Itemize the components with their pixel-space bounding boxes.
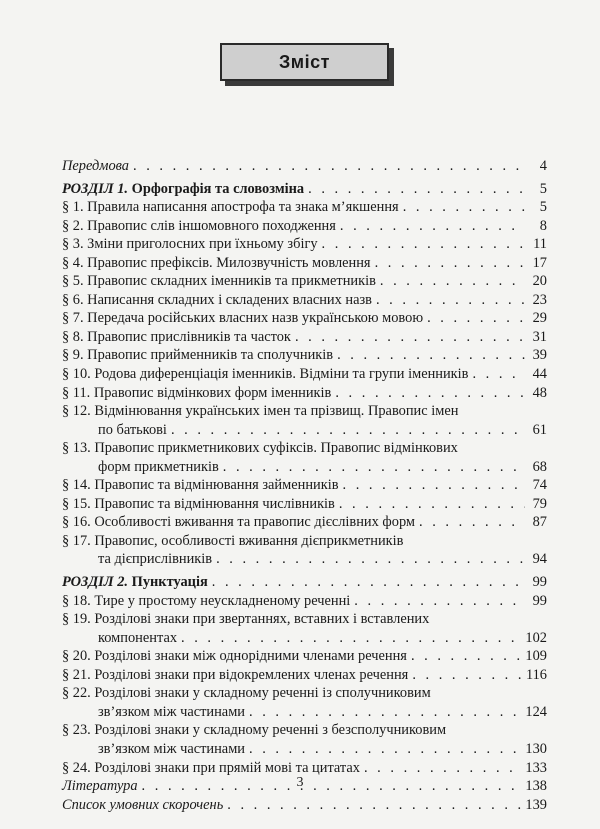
toc-entry (62, 346, 547, 365)
toc-entry (62, 666, 547, 685)
toc-page-number: 133 (525, 759, 547, 776)
toc-page-number: 61 (532, 421, 547, 438)
toc-entry-line: зв’язком між частинами (98, 740, 246, 757)
toc-row (62, 550, 547, 569)
toc-page-number: 31 (532, 328, 547, 345)
dot-leader (133, 157, 525, 176)
toc-entry-line: § 10. Родова диференціація іменників. Відміни та групи іменників (62, 366, 469, 383)
toc-row (62, 328, 547, 347)
toc-page-number: 109 (525, 648, 547, 665)
toc-entry (62, 513, 547, 532)
toc-entry-line: § 20. Розділові знаки між однорідними членами речення (62, 648, 407, 665)
toc-page-number: 130 (525, 740, 547, 757)
toc-entry-line: § 21. Розділові знаки при відокремлених членах речення (62, 666, 409, 683)
toc-row (62, 666, 547, 685)
toc-page-number: 99 (532, 592, 547, 609)
toc-entry (62, 217, 547, 236)
dot-leader (335, 384, 525, 403)
toc-section-heading (62, 180, 304, 199)
toc-entry-title: Список умовних скорочень (62, 796, 224, 813)
dot-leader (223, 458, 525, 477)
dot-leader (340, 217, 525, 236)
toc-entry (62, 476, 547, 495)
dot-leader (403, 198, 525, 217)
toc-entry-title: Передмова (62, 158, 130, 174)
toc-entry (62, 402, 547, 439)
toc-entry-line: § 15. Правопис та відмінювання числівників (62, 495, 335, 512)
toc-entry-line: § 17. Правопис, особливості вживання дієприкметників (62, 532, 404, 549)
toc-row (62, 384, 547, 403)
toc-entry-line: § 6. Написання складних і складених власних назв (62, 291, 372, 308)
toc-row (62, 476, 547, 495)
toc-entry (62, 647, 547, 666)
toc-row (62, 180, 547, 199)
toc-page-number: 68 (532, 458, 547, 475)
toc-entry-line: § 12. Відмінювання українських імен та прізвищ. Правопис імен (62, 403, 459, 420)
toc-entry (62, 384, 547, 403)
dot-leader (295, 328, 525, 347)
toc-section-heading (62, 573, 208, 592)
toc-page-number: 5 (539, 180, 547, 197)
toc-entry-line: § 16. Особливості вживання та правопис дієслівних форм (62, 514, 416, 531)
toc-page-number: 99 (532, 574, 547, 591)
dot-leader (337, 346, 525, 365)
section-title: Орфографія та словозміна (131, 180, 305, 197)
toc-page-number: 17 (532, 254, 547, 271)
toc-entry-line: § 9. Правопис прийменників та сполучників (62, 347, 334, 364)
toc-page-number: 124 (525, 703, 547, 720)
contents-heading: Зміст (220, 43, 389, 81)
dot-leader (339, 495, 525, 514)
dot-leader (375, 254, 525, 273)
toc-entry-line: та дієприслівників (98, 551, 213, 568)
toc-entry (62, 272, 547, 291)
dot-leader (212, 573, 525, 592)
toc-entry-line: § 1. Правила написання апострофа та знака м’якшення (62, 199, 399, 216)
toc-page-number: 116 (525, 666, 547, 683)
toc-entry (62, 254, 547, 273)
toc-entry-line: зв’язком між частинами (98, 703, 246, 720)
toc-section (62, 573, 547, 592)
toc-row (62, 157, 547, 176)
toc-entry (62, 157, 547, 176)
toc-entry (62, 235, 547, 254)
toc-row (62, 217, 547, 236)
toc-entry (62, 495, 547, 514)
toc-page-number: 102 (525, 629, 547, 646)
toc-row (62, 198, 547, 217)
toc-row (62, 495, 547, 514)
toc-entry-line: § 22. Розділові знаки у складному реченні із сполучниковим (62, 685, 431, 702)
toc-row (62, 421, 547, 440)
toc-entry-line: § 7. Передача російських власних назв українською мовою (62, 310, 424, 327)
dot-leader (472, 365, 525, 384)
toc-row (62, 796, 547, 815)
toc-entry (62, 684, 547, 721)
toc-entry (62, 309, 547, 328)
toc-entry-line: § 3. Зміни приголосних при їхньому збігу (62, 236, 318, 253)
toc-entry-line: § 14. Правопис та відмінювання займенників (62, 477, 339, 494)
toc-row (62, 629, 547, 648)
toc-entry-line: компонентах (98, 629, 178, 646)
dot-leader (412, 666, 522, 685)
toc-entry (62, 721, 547, 758)
toc-entry-line: § 23. Розділові знаки у складному реченні з безсполучниковим (62, 722, 447, 739)
dot-leader (249, 740, 521, 759)
dot-leader (380, 272, 525, 291)
toc-entry-line: § 13. Правопис прикметникових суфіксів. Правопис відмінкових (62, 440, 458, 457)
toc-entry (62, 532, 547, 569)
toc-row (62, 291, 547, 310)
toc-row (62, 647, 547, 666)
table-of-contents (62, 157, 547, 814)
toc-row (62, 346, 547, 365)
dot-leader (227, 796, 521, 815)
toc-entry (62, 610, 547, 647)
toc-row (62, 272, 547, 291)
dot-leader (411, 647, 521, 666)
dot-leader (308, 180, 525, 199)
toc-page-number: 138 (525, 778, 547, 795)
section-title: Пунктуація (131, 574, 208, 591)
toc-entry-line: § 2. Правопис слів іншомовного походження (62, 217, 336, 234)
toc-row (62, 235, 547, 254)
toc-page-number: 94 (532, 551, 547, 568)
toc-entry (62, 439, 547, 476)
toc-row (62, 592, 547, 611)
toc-entry (62, 291, 547, 310)
section-label: РОЗДІЛ 1. (62, 180, 129, 197)
toc-entry-line: § 18. Тире у простому неускладненому реченні (62, 592, 351, 609)
toc-page-number: 139 (525, 796, 547, 813)
section-label: РОЗДІЛ 2. (62, 574, 129, 591)
toc-entry-line: по батькові (98, 421, 167, 438)
toc-row (62, 458, 547, 477)
dot-leader (354, 592, 525, 611)
toc-row (62, 740, 547, 759)
toc-row (62, 513, 547, 532)
toc-row (62, 254, 547, 273)
toc-entry-line: § 11. Правопис відмінкових форм іменників (62, 384, 332, 401)
dot-leader (181, 629, 521, 648)
toc-page-number: 23 (532, 291, 547, 308)
toc-section (62, 180, 547, 199)
dot-leader (322, 235, 525, 254)
toc-row (62, 703, 547, 722)
toc-entry-line: § 8. Правопис прислівників та часток (62, 328, 291, 345)
toc-entry (62, 796, 547, 815)
toc-page-number: 87 (532, 514, 547, 531)
toc-row (62, 309, 547, 328)
page-number: 3 (296, 775, 304, 790)
dot-leader (171, 421, 525, 440)
toc-page-number: 48 (532, 384, 547, 401)
toc-entry-line: § 5. Правопис складних іменників та прикметників (62, 273, 376, 290)
dot-leader (427, 309, 525, 328)
toc-page-number: 74 (532, 477, 547, 494)
toc-page-number: 29 (532, 310, 547, 327)
toc-entry (62, 365, 547, 384)
dot-leader (419, 513, 525, 532)
toc-entry-line: § 4. Правопис префіксів. Милозвучність мовлення (62, 254, 371, 271)
toc-entry-title: Література (62, 778, 138, 795)
dot-leader (249, 703, 521, 722)
toc-page-number: 8 (539, 217, 547, 234)
toc-page-number: 79 (532, 495, 547, 512)
toc-row (62, 365, 547, 384)
toc-page-number: 4 (539, 158, 547, 174)
toc-page-number: 39 (532, 347, 547, 364)
toc-entry (62, 328, 547, 347)
toc-row (62, 573, 547, 592)
toc-entry-line: § 24. Розділові знаки при прямій мові та цитатах (62, 759, 360, 776)
toc-page-number: 11 (533, 236, 547, 253)
toc-page-number: 5 (539, 199, 547, 216)
toc-page-number: 20 (532, 273, 547, 290)
dot-leader (216, 550, 525, 569)
toc-entry-line: форм прикметників (98, 458, 219, 475)
toc-entry (62, 198, 547, 217)
toc-page-number: 44 (532, 366, 547, 383)
dot-leader (343, 476, 525, 495)
toc-entry (62, 592, 547, 611)
toc-entry-line: § 19. Розділові знаки при звертаннях, вставних і вставлених (62, 611, 430, 628)
dot-leader (376, 291, 525, 310)
